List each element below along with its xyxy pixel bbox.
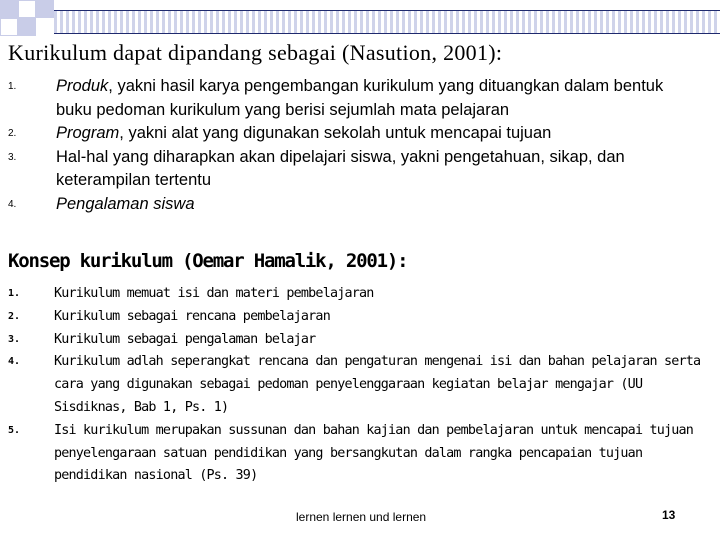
list-number: 1. — [8, 288, 21, 299]
deco-square — [18, 18, 36, 36]
deco-square — [36, 0, 54, 18]
list-item — [8, 193, 698, 217]
list-item — [8, 122, 698, 146]
list-number: 3. — [8, 151, 17, 163]
list-item-text: , yakni alat yang digunakan sekolah untuk mencapai tujuan — [119, 124, 552, 142]
header-stripe-band — [54, 10, 720, 34]
list-hamalik — [8, 283, 708, 488]
list-item-text: Kurikulum memuat isi dan materi pembelajaran — [54, 286, 374, 301]
header-line-top — [54, 10, 720, 11]
list-item — [8, 146, 698, 193]
list-item-emphasis: Produk — [56, 77, 109, 95]
header-line-bottom — [54, 33, 720, 34]
list-item-text: Kurikulum sebagai rencana pembelajaran — [54, 308, 330, 324]
list-number: 1. — [8, 81, 17, 92]
list-number: 4. — [8, 198, 17, 210]
list-number: 2. — [8, 310, 21, 322]
deco-square — [0, 0, 18, 18]
list-item — [8, 283, 708, 306]
list-item-text: Kurikulum sebagai pengalaman belajar — [54, 331, 316, 347]
list-item — [8, 420, 708, 488]
list-number: 2. — [8, 128, 17, 139]
heading-nasution: Kurikulum dapat dipandang sebagai (Nasution, 2001): — [8, 40, 503, 65]
footer-text: lernen lernen und lernen — [296, 510, 427, 524]
list-item — [8, 329, 708, 352]
deco-square — [0, 18, 18, 36]
list-number: 4. — [8, 356, 21, 368]
list-nasution — [8, 75, 698, 216]
heading-hamalik: Konsep kurikulum (Oemar Hamalik, 2001): — [8, 250, 408, 272]
deco-square — [18, 0, 36, 18]
list-item — [8, 306, 708, 329]
list-item-emphasis: Pengalaman siswa — [56, 194, 195, 213]
list-item-text: Isi kurikulum merupakan sussunan dan bahan kajian dan pembelajaran untuk mencapai tujuan penyelengaraan satuan pendidikan yang bersangkutan dalam rangka pencapaian tujuan pendidikan nasional (Ps. 39) — [54, 422, 694, 484]
list-item-text: Kurikulum adlah seperangkat rencana dan pengaturan mengenai isi dan bahan pelajaran serta cara yang digunakan sebagai pedoman penyelenggaraan kegiatan belajar mengajar (UU Sisdiknas, Bab 1, Ps. 1) — [54, 354, 701, 415]
page-number: 13 — [662, 508, 676, 522]
list-item-text: Hal-hal yang diharapkan akan dipelajari siswa, yakni pengetahuan, sikap, dan keterampilan tertentu — [56, 147, 625, 189]
list-item-emphasis: Program — [56, 124, 120, 142]
list-item-text: , yakni hasil karya pengembangan kurikulum yang dituangkan dalam bentuk buku pedoman kurikulum yang berisi sejumlah mata pelajaran — [56, 77, 664, 119]
list-number: 3. — [8, 333, 21, 345]
list-number: 5. — [8, 424, 21, 436]
list-item — [8, 75, 698, 122]
list-item — [8, 351, 708, 419]
